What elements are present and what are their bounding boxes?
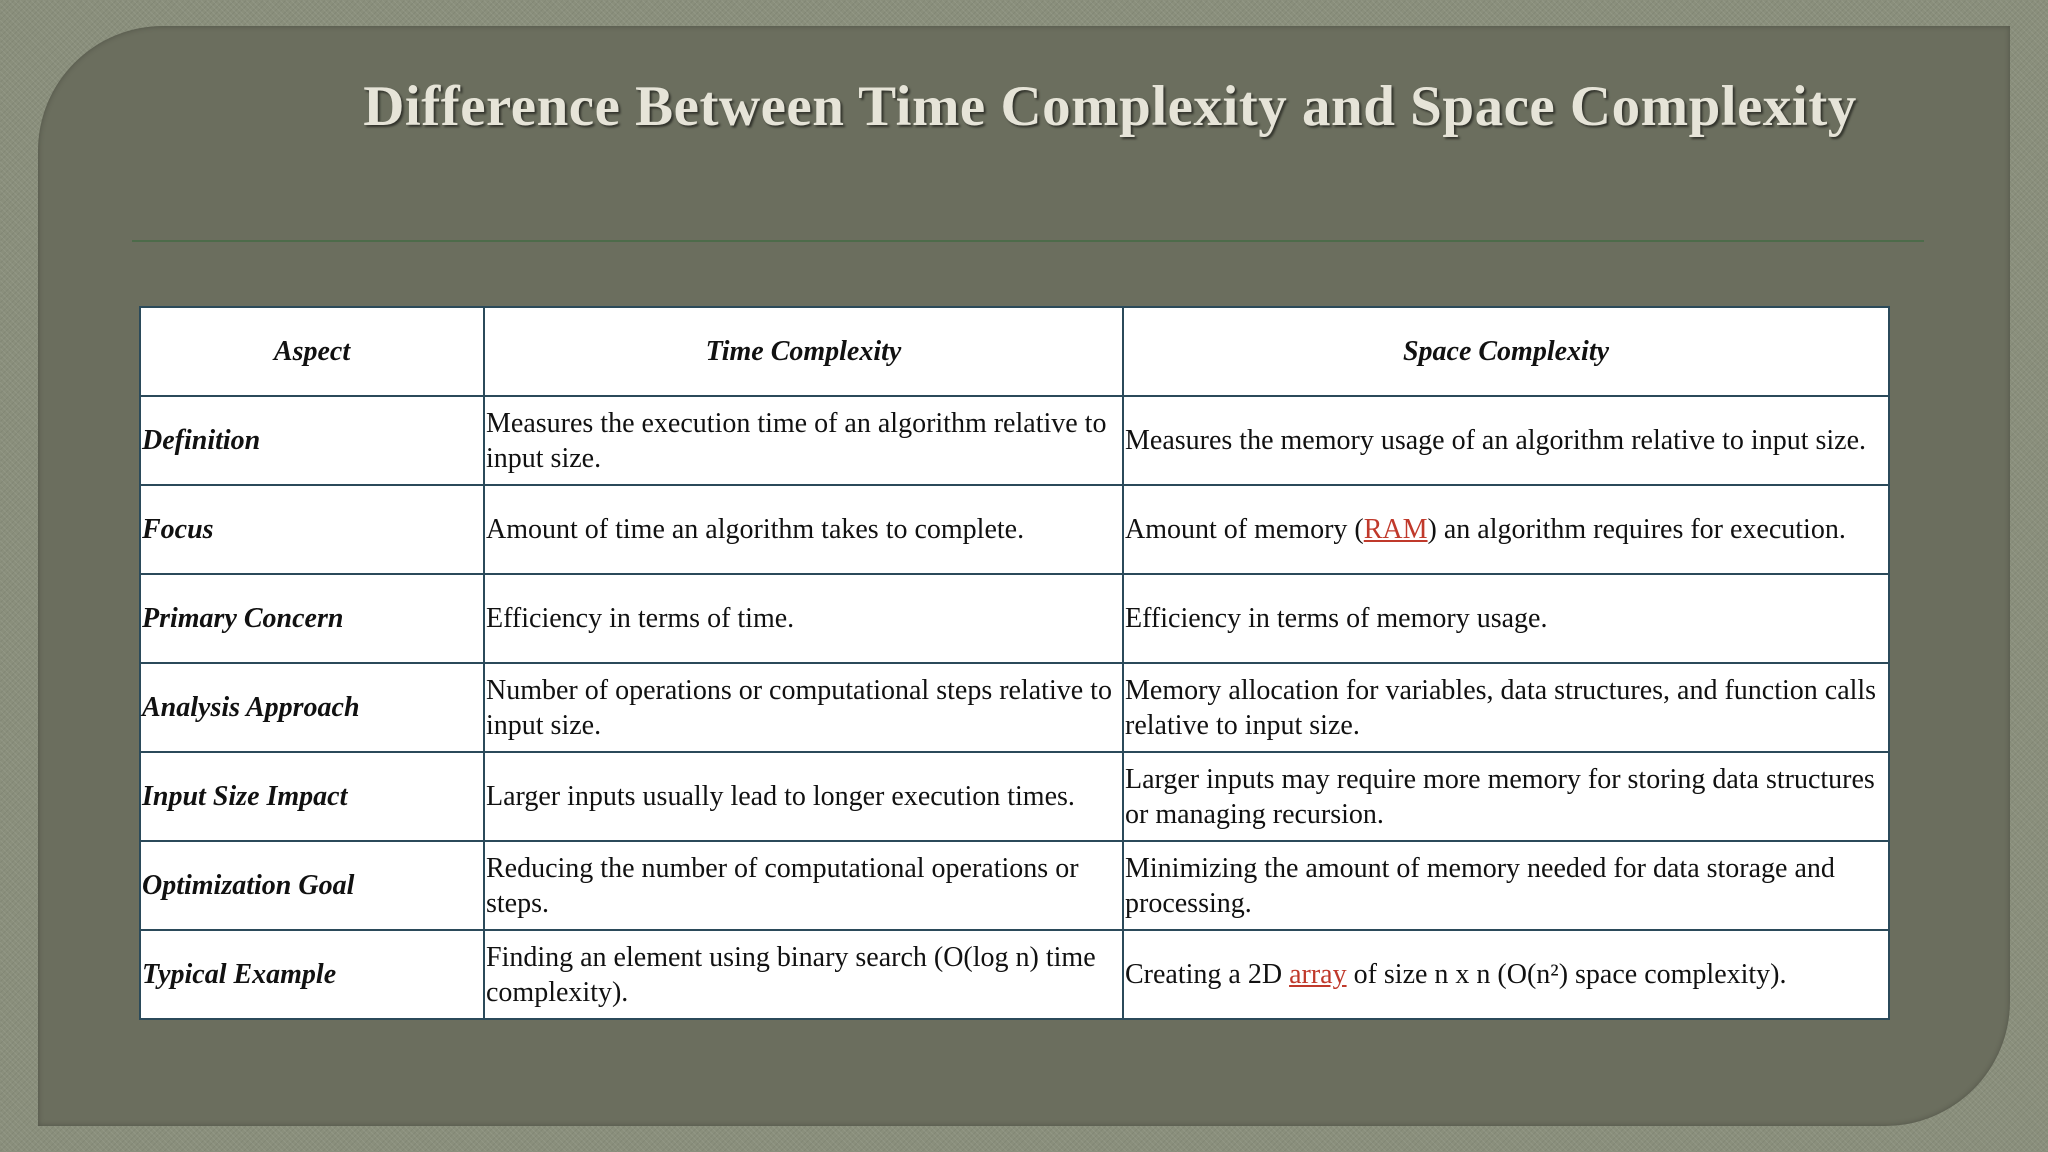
header-time-complexity: Time Complexity xyxy=(484,307,1123,396)
space-cell xyxy=(1123,752,1889,841)
time-cell: Reducing the number of computational operations or steps. xyxy=(484,841,1123,930)
space-cell xyxy=(1123,485,1889,574)
space-text: Minimizing the amount of memory needed for data storage and processing. xyxy=(1125,852,1835,919)
table-header-row xyxy=(140,307,1889,396)
table-row xyxy=(140,841,1889,930)
aspect-cell: Primary Concern xyxy=(140,574,484,663)
header-aspect: Aspect xyxy=(140,307,484,396)
table-row xyxy=(140,396,1889,485)
space-cell xyxy=(1123,841,1889,930)
table-row xyxy=(140,663,1889,752)
space-cell xyxy=(1123,930,1889,1019)
time-cell: Measures the execution time of an algorithm relative to input size. xyxy=(484,396,1123,485)
space-text: Creating a 2D xyxy=(1125,959,1290,990)
time-cell: Amount of time an algorithm takes to complete. xyxy=(484,485,1123,574)
time-cell: Number of operations or computational steps relative to input size. xyxy=(484,663,1123,752)
title-divider xyxy=(132,240,1924,242)
header-space-complexity: Space Complexity xyxy=(1123,307,1889,396)
slide-title: Difference Between Time Complexity and Space Complexity xyxy=(363,75,1857,138)
space-text: Efficiency in terms of memory usage. xyxy=(1125,603,1548,634)
time-cell: Larger inputs usually lead to longer execution times. xyxy=(484,752,1123,841)
space-cell xyxy=(1123,663,1889,752)
space-cell xyxy=(1123,574,1889,663)
aspect-cell: Typical Example xyxy=(140,930,484,1019)
table-row xyxy=(140,930,1889,1019)
time-cell: Finding an element using binary search (O(log n) time complexity). xyxy=(484,930,1123,1019)
aspect-cell: Optimization Goal xyxy=(140,841,484,930)
space-text: Amount of memory ( xyxy=(1125,514,1364,545)
array-link[interactable]: array xyxy=(1289,959,1347,990)
aspect-cell: Input Size Impact xyxy=(140,752,484,841)
aspect-cell: Definition xyxy=(140,396,484,485)
space-cell xyxy=(1123,396,1889,485)
space-text-after: ) an algorithm requires for execution. xyxy=(1427,514,1846,545)
space-text: Larger inputs may require more memory for storing data structures or managing recursion. xyxy=(1125,763,1875,830)
time-cell: Efficiency in terms of time. xyxy=(484,574,1123,663)
space-text: Memory allocation for variables, data structures, and function calls relative to input size. xyxy=(1125,674,1877,741)
table-row xyxy=(140,574,1889,663)
ram-link[interactable]: RAM xyxy=(1363,514,1428,545)
space-text-after: of size n x n (O(n²) space complexity). xyxy=(1346,959,1787,990)
table-row xyxy=(140,485,1889,574)
comparison-table xyxy=(139,306,1890,1020)
aspect-cell: Analysis Approach xyxy=(140,663,484,752)
aspect-cell: Focus xyxy=(140,485,484,574)
space-text: Measures the memory usage of an algorithm relative to input size. xyxy=(1125,425,1867,456)
table-row xyxy=(140,752,1889,841)
